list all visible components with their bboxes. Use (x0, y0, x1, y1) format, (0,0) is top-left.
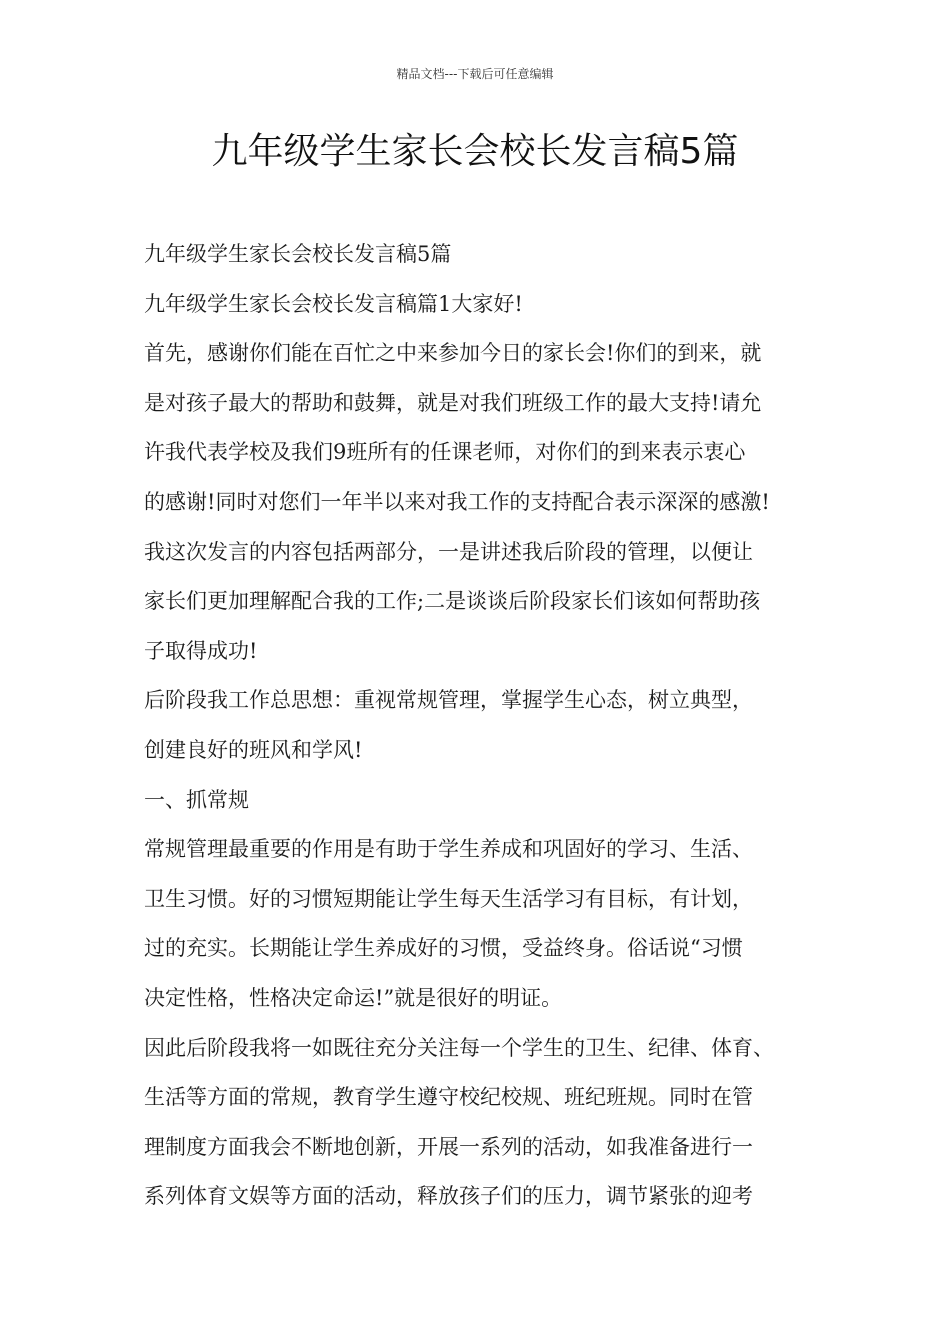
body-line: 决定性格，性格决定命运!”就是很好的明证。 (144, 985, 563, 1010)
document-title: 九年级学生家长会校长发言稿5篇 (211, 131, 739, 172)
body-line: 首先，感谢你们能在百忙之中来参加今日的家长会!你们的到来，就 (144, 341, 762, 366)
section-heading: 一、抓常规 (144, 787, 249, 812)
body-line-greeting: 九年级学生家长会校长发言稿篇1大家好! (144, 291, 523, 316)
body-line: 系列体育文娱等方面的活动，释放孩子们的压力，调节紧张的迎考 (144, 1184, 753, 1209)
body-line: 过的充实。长期能让学生养成好的习惯，受益终身。俗话说“习惯 (144, 936, 743, 961)
body-line: 理制度方面我会不断地创新，开展一系列的活动，如我准备进行一 (144, 1134, 753, 1159)
body-line: 我这次发言的内容包括两部分，一是讲述我后阶段的管理，以便让 (144, 539, 753, 564)
body-line-heading: 九年级学生家长会校长发言稿5篇 (144, 242, 452, 266)
body-line: 许我代表学校及我们9班所有的任课老师，对你们的到来表示衷心 (144, 440, 746, 465)
body-line: 因此后阶段我将一如既往充分关注每一个学生的卫生、纪律、体育、 (144, 1035, 774, 1060)
body-line: 后阶段我工作总思想：重视常规管理，掌握学生心态，树立典型， (144, 688, 753, 713)
body-line: 卫生习惯。好的习惯短期能让学生每天生活学习有目标，有计划， (144, 886, 753, 911)
body-line: 常规管理最重要的作用是有助于学生养成和巩固好的学习、生活、 (144, 837, 753, 862)
body-line: 子取得成功! (144, 638, 258, 663)
body-line: 创建良好的班风和学风! (144, 737, 363, 762)
body-line: 是对孩子最大的帮助和鼓舞，就是对我们班级工作的最大支持!请允 (144, 390, 762, 415)
body-line: 生活等方面的常规，教育学生遵守校纪校规、班纪班规。同时在管 (144, 1085, 753, 1110)
page-header-note: 精品文档---下载后可任意编辑 (396, 67, 554, 81)
body-line: 家长们更加理解配合我的工作;二是谈谈后阶段家长们该如何帮助孩 (144, 589, 761, 614)
body-line: 的感谢!同时对您们一年半以来对我工作的支持配合表示深深的感激! (144, 489, 770, 514)
document-body (144, 230, 834, 1222)
